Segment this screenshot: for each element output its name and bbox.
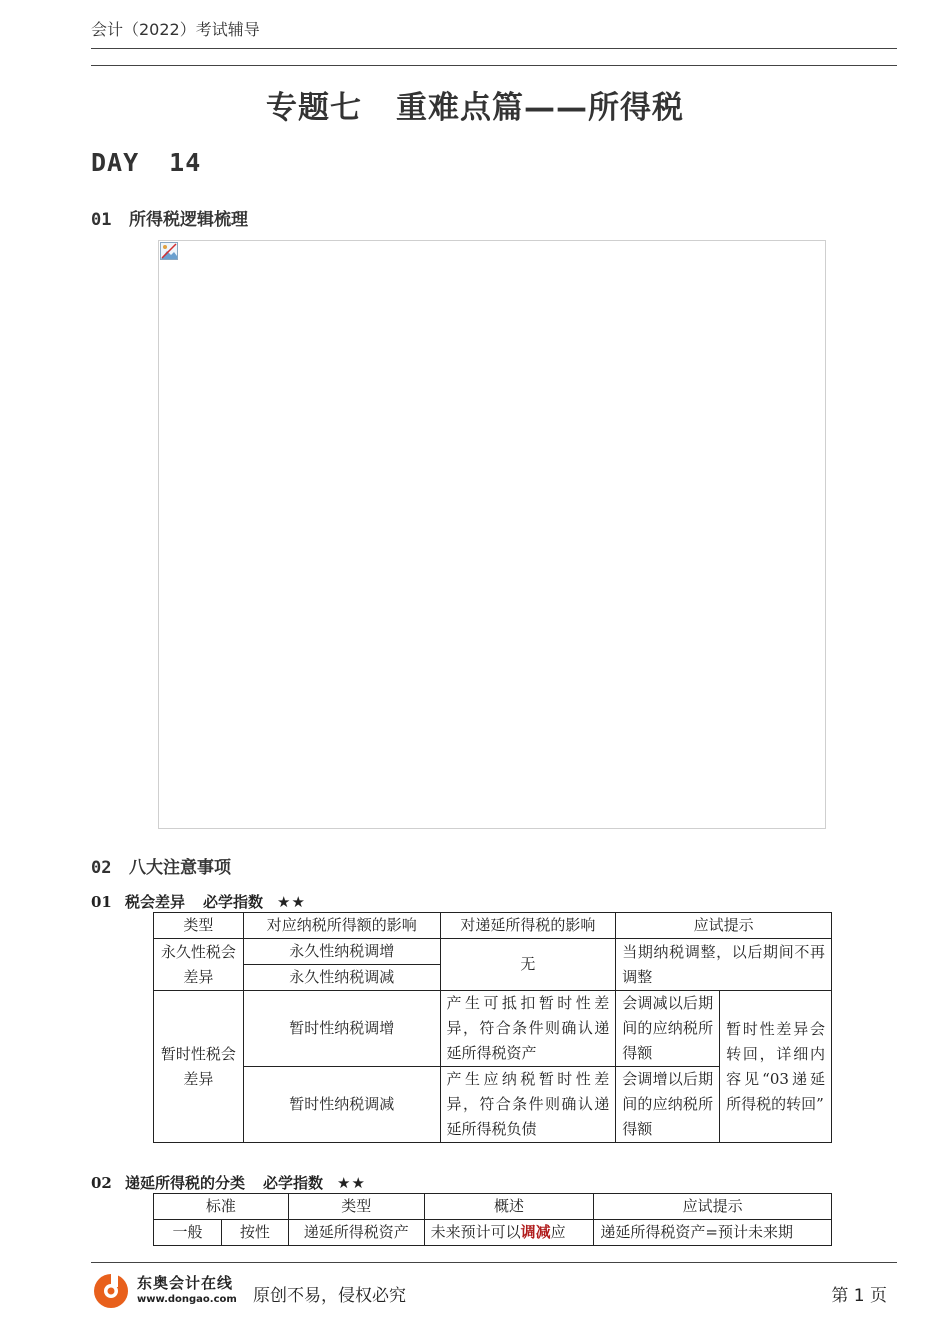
subheading-title: 递延所得税的分类 [125, 1174, 246, 1192]
page-title [0, 82, 950, 127]
table-header-cell: 对递延所得税的影响 [440, 913, 616, 939]
table-cell: 永久性纳税调减 [243, 965, 440, 991]
day-number: 14 [169, 148, 202, 177]
table-header-row [154, 913, 832, 939]
section-number: 02 [91, 858, 112, 878]
dongao-logo-icon [91, 1270, 131, 1310]
footer-slogan: 原创不易，侵权必究 [253, 1286, 406, 1306]
table-cell: 当期纳税调整，以后期间不再调整 [616, 939, 832, 991]
deferred-tax-classification-table [153, 1193, 832, 1246]
table-cell: 递延所得税资产=预计未来期 [594, 1220, 832, 1246]
subheading-tax-accounting-difference [91, 891, 306, 912]
table-header-cell: 概述 [424, 1194, 594, 1220]
rating-stars: ★★ [277, 893, 306, 911]
table-cell: 会调减以后期间的应纳税所得额 [616, 991, 720, 1067]
tax-difference-table [153, 912, 832, 1143]
table-cell: 产生应纳税暂时性差异，符合条件则确认递延所得税负债 [440, 1067, 616, 1143]
table-cell: 一般 [154, 1220, 222, 1246]
table-header-cell: 对应纳税所得额的影响 [243, 913, 440, 939]
table-cell: 产生可抵扣暂时性差异，符合条件则确认递延所得税资产 [440, 991, 616, 1067]
logo-name: 东奥会计在线 [137, 1274, 234, 1292]
logic-diagram-image [158, 240, 826, 829]
subheading-deferred-tax-classification [91, 1172, 366, 1193]
section-number: 01 [91, 210, 112, 230]
table-cell: 暂时性差异会转回，详细内容见“03递延所得税的转回” [720, 991, 832, 1143]
table-cell: 按性 [221, 1220, 288, 1246]
table-cell: 暂时性纳税调增 [243, 991, 440, 1067]
table-row [154, 991, 832, 1067]
table-header-row [154, 1194, 832, 1220]
table-header-cell: 应试提示 [594, 1194, 832, 1220]
header-rule [91, 65, 897, 66]
table-cell: 递延所得税资产 [288, 1220, 424, 1246]
table-row [154, 939, 832, 965]
header-rule-thin [91, 48, 897, 49]
desc-highlight: 调减 [520, 1223, 551, 1241]
table-row [154, 1220, 832, 1246]
table-header-cell: 类型 [288, 1194, 424, 1220]
logo-url: www.dongao.com [137, 1294, 237, 1305]
table-header-cell: 标准 [154, 1194, 289, 1220]
subheading-number: 01 [91, 893, 112, 911]
table-cell: 无 [440, 939, 616, 991]
table-cell: 永久性税会差异 [154, 939, 244, 991]
table-cell [424, 1220, 594, 1246]
broken-image-icon [160, 242, 178, 260]
table-cell: 会调增以后期间的应纳税所得额 [616, 1067, 720, 1143]
section-heading-notes [91, 853, 231, 878]
section-title: 八大注意事项 [129, 858, 231, 878]
table-header-cell: 类型 [154, 913, 244, 939]
desc-text: 应 [550, 1223, 566, 1241]
footer-rule [91, 1262, 897, 1263]
index-label: 必学指数 [263, 1174, 324, 1192]
running-header: 会计（2022）考试辅导 [91, 20, 260, 39]
rating-stars: ★★ [337, 1174, 366, 1192]
section-title: 所得税逻辑梳理 [129, 210, 248, 230]
table-header-cell: 应试提示 [616, 913, 832, 939]
subheading-title: 税会差异 [125, 893, 186, 911]
title-subject: 重难点篇——所得税 [396, 90, 684, 126]
day-label: DAY [91, 148, 140, 177]
table-cell: 暂时性税会差异 [154, 991, 244, 1143]
title-topic: 专题七 [266, 90, 362, 126]
table-cell: 永久性纳税调增 [243, 939, 440, 965]
dongao-logo [91, 1270, 241, 1312]
day-heading [91, 148, 201, 177]
section-heading-logic [91, 205, 248, 230]
subheading-number: 02 [91, 1174, 112, 1192]
index-label: 必学指数 [203, 893, 264, 911]
page-number: 第 1 页 [831, 1286, 887, 1306]
desc-text: 未来预计可以 [430, 1223, 521, 1241]
table-cell: 暂时性纳税调减 [243, 1067, 440, 1143]
